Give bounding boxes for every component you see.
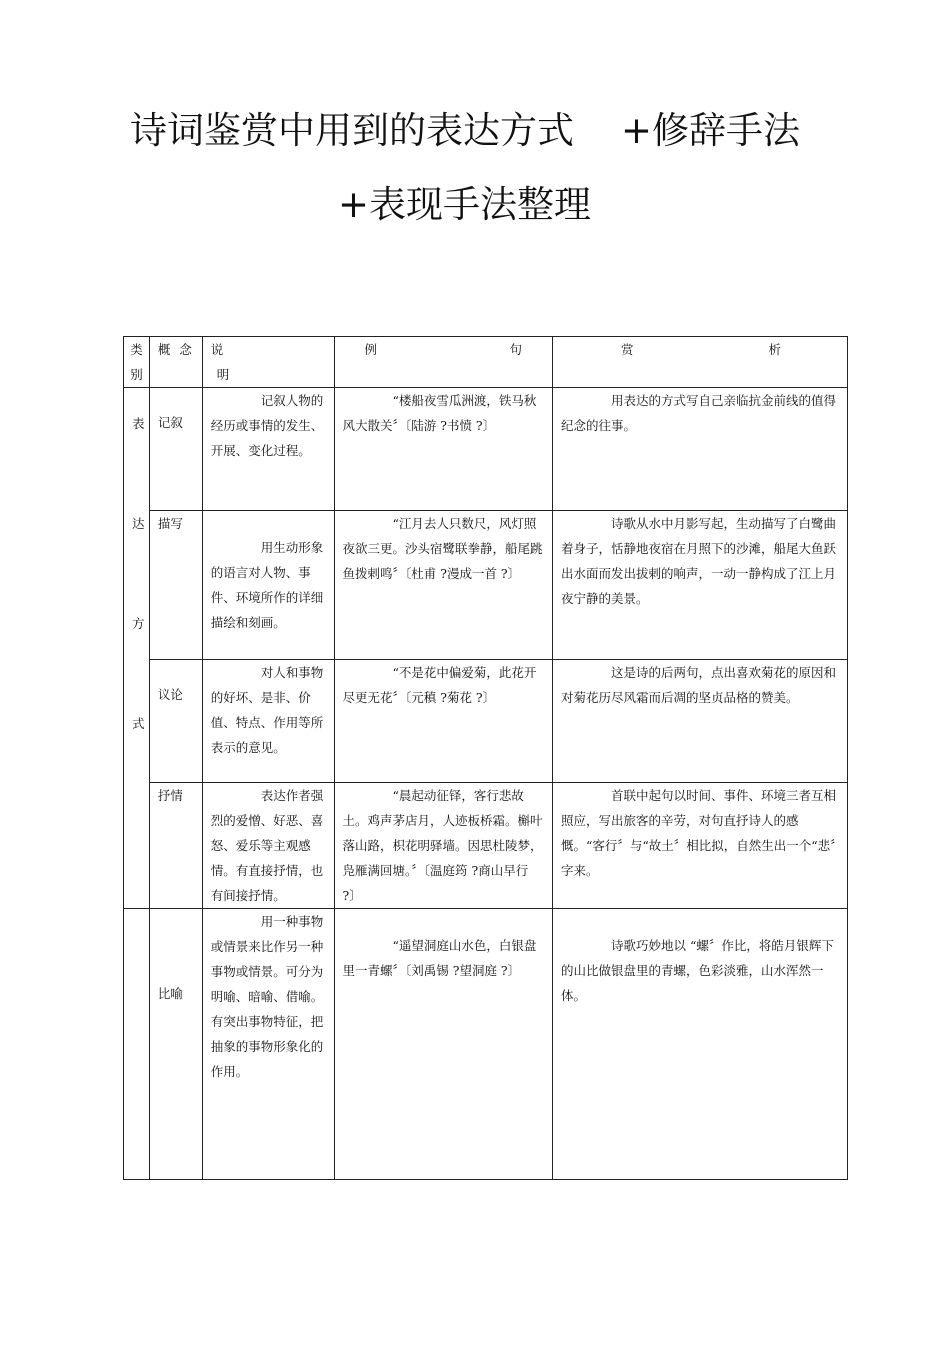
appreciate-cell: 这是诗的后两句，点出喜欢菊花的原因和对菊花历尽风霜而后凋的坚贞品格的赞美。 bbox=[552, 660, 847, 783]
appreciate-cell: 诗歌巧妙地以 “螺〞作比，将皓月银辉下的山比做银盘里的青螺，色彩淡雅，山水浑然一体。 bbox=[552, 909, 847, 1180]
concept-cell: 比喻 bbox=[149, 909, 202, 1180]
concept-cell: 记叙 bbox=[149, 388, 202, 511]
table-row bbox=[124, 660, 848, 783]
document-title-line-2: +表现手法整理 bbox=[338, 183, 592, 226]
header-appreciate-char-2: 析 bbox=[768, 342, 781, 357]
explain-cell: 对人和事物的好坏、是非、价值、特点、作用等所表示的意见。 bbox=[202, 660, 334, 783]
header-concept-char-2: 念 bbox=[179, 342, 192, 357]
header-example bbox=[334, 337, 552, 388]
header-category-char-1: 类 bbox=[130, 342, 143, 357]
example-cell: “不是花中偏爱菊，此花开尽更无花〞〔元稹 ?菊花 ?〕 bbox=[334, 660, 552, 783]
category-cell-rhetoric bbox=[124, 909, 150, 1180]
example-cell: “晨起动征铎，客行悲故土。鸡声茅店月，人迹板桥霜。槲叶落山路，枳花明驿墙。因思杜陵梦，凫雁满回塘。〞〔温庭筠 ?商山早行 ?〕 bbox=[334, 783, 552, 909]
header-category-char-2: 别 bbox=[130, 367, 143, 382]
header-category bbox=[124, 337, 150, 388]
header-appreciate bbox=[552, 337, 847, 388]
table-row bbox=[124, 909, 848, 1180]
table-row bbox=[124, 783, 848, 909]
category-char: 式 bbox=[132, 716, 145, 731]
header-concept-char-1: 概 bbox=[157, 342, 171, 357]
header-example-char-1: 例 bbox=[364, 342, 378, 357]
explain-cell: 用生动形象的语言对人物、事件、环境所作的详细描绘和刻画。 bbox=[202, 511, 334, 660]
header-concept bbox=[149, 337, 202, 388]
table-row bbox=[124, 511, 848, 660]
example-cell: “楼船夜雪瓜洲渡，铁马秋风大散关〞〔陆游 ?书愤 ?〕 bbox=[334, 388, 552, 511]
header-example-char-2: 句 bbox=[509, 342, 522, 357]
category-char: 表 bbox=[132, 416, 145, 431]
appreciate-cell: 用表达的方式写自己亲临抗金前线的值得纪念的往事。 bbox=[552, 388, 847, 511]
document-title-line-1: 诗词鉴赏中用到的表达方式 +修辞手法 bbox=[130, 109, 801, 152]
techniques-table bbox=[123, 336, 848, 1180]
example-cell: “遥望洞庭山水色，白银盘里一青螺〞〔刘禹锡 ?望洞庭 ?〕 bbox=[334, 909, 552, 1180]
header-explain bbox=[202, 337, 334, 388]
example-cell: “江月去人只数尺，风灯照夜欲三更。沙头宿鹭联拳静，船尾跳鱼拨剌鸣〞〔杜甫 ?漫成一首 ?〕 bbox=[334, 511, 552, 660]
table-row bbox=[124, 388, 848, 511]
concept-cell: 议论 bbox=[149, 660, 202, 783]
header-explain-char-1: 说 bbox=[210, 342, 224, 357]
header-appreciate-char-1: 赏 bbox=[620, 342, 634, 357]
category-char: 达 bbox=[132, 516, 145, 531]
concept-cell: 抒情 bbox=[149, 783, 202, 909]
category-char: 方 bbox=[132, 616, 145, 631]
explain-cell: 用一种事物或情景来比作另一种事物或情景。可分为明喻、暗喻、借喻。有突出事物特征，把抽象的事物形象化的作用。 bbox=[202, 909, 334, 1180]
appreciate-cell: 首联中起句以时间、事件、环境三者互相照应，写出旅客的辛劳，对句直抒诗人的感慨。“客行〞与“故土〞相比拟，自然生出一个“悲〞字来。 bbox=[552, 783, 847, 909]
explain-cell: 表达作者强烈的爱憎、好恶、喜怒、爱乐等主观感情。有直接抒情，也有间接抒情。 bbox=[202, 783, 334, 909]
header-explain-char-2: 明 bbox=[216, 367, 230, 382]
concept-cell: 描写 bbox=[149, 511, 202, 660]
explain-cell: 记叙人物的经历或事情的发生、开展、变化过程。 bbox=[202, 388, 334, 511]
table-header-row bbox=[124, 337, 848, 388]
appreciate-cell: 诗歌从水中月影写起，生动描写了白鹭曲着身子，恬静地夜宿在月照下的沙滩，船尾大鱼跃出水面而发出拔剌的响声，一动一静构成了江上月夜宁静的美景。 bbox=[552, 511, 847, 660]
category-cell-expression bbox=[124, 388, 150, 909]
